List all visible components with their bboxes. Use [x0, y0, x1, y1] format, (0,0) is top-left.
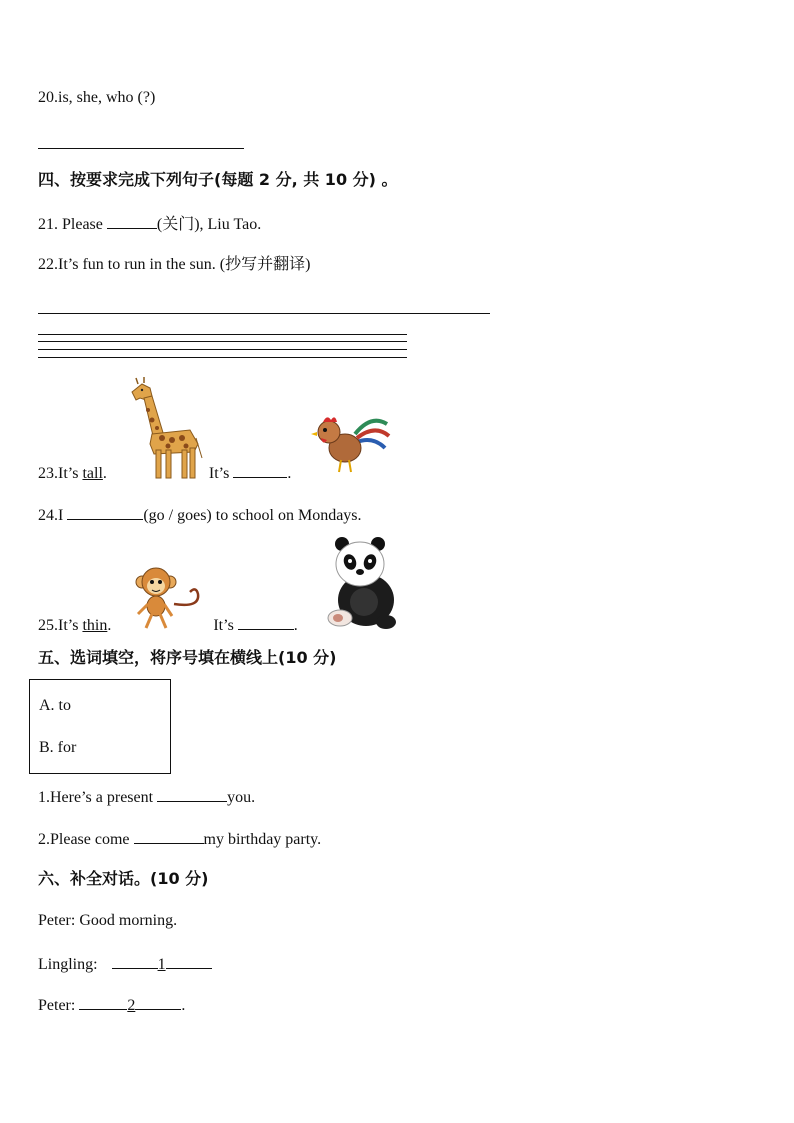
question-25 [38, 614, 298, 636]
q23-second: It’s [208, 465, 230, 482]
q25-end: . [293, 617, 298, 634]
answer-line-22a[interactable] [38, 313, 490, 314]
option-b: B. for [39, 739, 77, 756]
section-4-title: 四、按要求完成下列句子(每题 2 分, 共 10 分) 。 [38, 170, 398, 189]
rooster-icon [311, 410, 391, 476]
section5-question-1 [38, 786, 255, 808]
section5-question-2 [38, 828, 321, 850]
s5q1-prefix: 1.Here’s a present [38, 789, 154, 806]
dialogue-line-2 [38, 953, 212, 975]
s5q2-prefix: 2.Please come [38, 831, 130, 848]
q21-blank[interactable] [107, 213, 157, 229]
q24-prefix: 24.I [38, 507, 64, 524]
q24-blank[interactable] [67, 504, 143, 520]
q21-prefix: 21. Please [38, 216, 103, 233]
q23-blank[interactable] [233, 462, 287, 478]
option-a: A. to [39, 697, 71, 714]
dialogue-num-2: 2 [127, 997, 136, 1014]
section-5-title: 五、选词填空，将序号填在横线上(10 分) [38, 648, 337, 667]
q24-rest: (go / goes) to school on Mondays. [143, 507, 362, 524]
dialogue-line-3-end: . [181, 997, 186, 1014]
word-options-box [29, 679, 171, 774]
dialogue-num-1: 1 [157, 956, 166, 973]
writing-line-2 [38, 341, 407, 342]
dialogue-blank-1a[interactable] [112, 953, 158, 969]
writing-line-3 [38, 349, 407, 350]
s5q2-suffix: my birthday party. [203, 831, 322, 848]
question-24 [38, 504, 362, 526]
question-21 [38, 213, 261, 235]
q21-hint: (关门), Liu Tao. [156, 216, 262, 233]
dialogue-line-3 [38, 994, 185, 1016]
dialogue-line-1: Peter: Good morning. [38, 912, 178, 929]
q23-prefix: 23.It’s [38, 465, 79, 482]
q25-second: It’s [213, 617, 234, 634]
q25-prefix: 25.It’s [38, 617, 79, 634]
dialogue-blank-2a[interactable] [79, 994, 127, 1010]
q25-blank[interactable] [238, 614, 294, 630]
dialogue-speaker-lingling: Lingling: [38, 956, 98, 973]
writing-line-4[interactable] [38, 357, 407, 358]
writing-line-1[interactable] [38, 334, 407, 335]
s5q1-suffix: you. [227, 789, 256, 806]
q23-dot: . [102, 465, 107, 482]
dialogue-speaker-peter: Peter: [38, 997, 76, 1014]
answer-line-20[interactable] [38, 148, 244, 149]
panda-icon [324, 536, 404, 630]
dialogue-blank-1b[interactable] [166, 953, 212, 969]
q25-dot: . [107, 617, 112, 634]
dialogue-blank-2b[interactable] [135, 994, 181, 1010]
question-20: 20.is, she, who (?) [38, 89, 156, 106]
s5q1-blank[interactable] [157, 786, 227, 802]
section-6-title: 六、补全对话。(10 分) [38, 869, 209, 888]
q23-end: . [287, 465, 292, 482]
q25-word: thin [82, 617, 108, 634]
s5q2-blank[interactable] [134, 828, 204, 844]
q23-word: tall [82, 465, 103, 482]
question-22: 22.It’s fun to run in the sun. (抄写并翻译) [38, 256, 311, 273]
question-23 [38, 462, 291, 484]
